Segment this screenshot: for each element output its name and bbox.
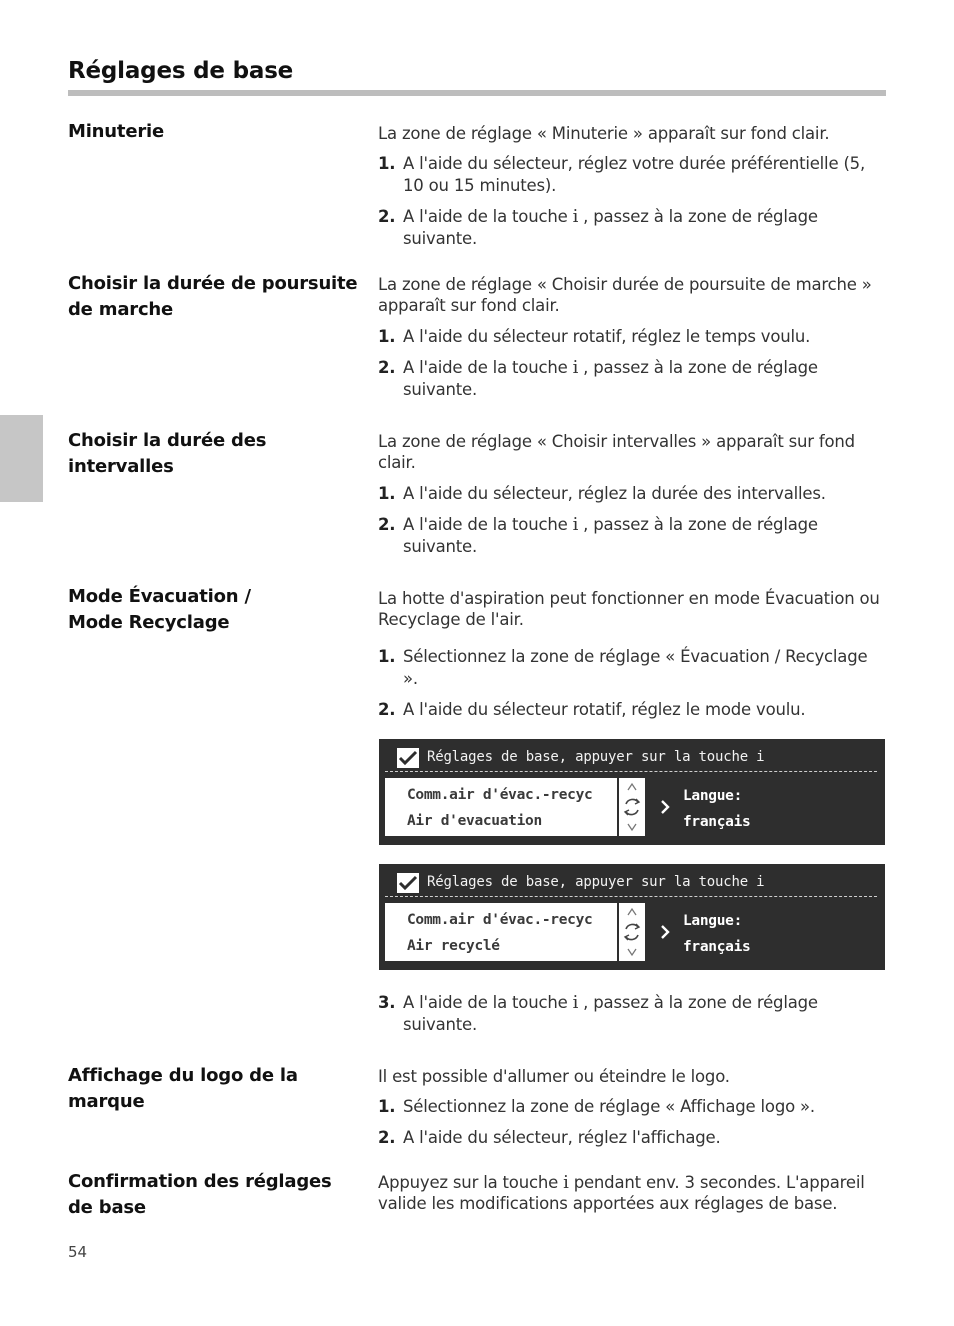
section-intro: La zone de réglage « Minuterie » apparaît sur fond clair. [378, 124, 830, 143]
display-setting-value: Air d'evacuation [407, 813, 542, 829]
display-highlight-box [385, 903, 617, 961]
display-setting-label: Comm.air d'évac.-recyc [407, 912, 593, 928]
step-item [378, 1127, 886, 1149]
section-intro: La zone de réglage « Choisir intervalles » apparaît sur fond clair. [378, 432, 855, 472]
title-rule [68, 90, 886, 96]
step-text: A l'aide du sélecteur, réglez votre durée préférentielle (5, 10 ou 15 minutes). [403, 154, 866, 195]
step-text: A l'aide du sélecteur, réglez l'affichage. [403, 1128, 721, 1147]
step-number: 1. [378, 647, 396, 666]
display-panel-recyclage [379, 864, 885, 970]
section-heading-poursuite: Choisir la durée de poursuite de marche [68, 273, 358, 320]
step-text-pre: A l'aide de la touche [403, 993, 573, 1012]
step-number: 1. [378, 1097, 396, 1116]
display-next-label: Langue: [683, 788, 743, 804]
step-number: 2. [378, 1128, 396, 1147]
section-heading-confirmation: Confirmation des réglages de base [68, 1171, 332, 1218]
step-text-post: , passez à la zone de réglage suivante. [403, 358, 818, 399]
section-intro: La hotte d'aspiration peut fonctionner en mode Évacuation ou Recyclage de l'air. [378, 589, 880, 629]
step-text: A l'aide du sélecteur rotatif, réglez le mode voulu. [403, 700, 806, 719]
intro-text-post: pendant env. 3 secondes. L'appareil valide les modifications apportées aux réglages de base. [378, 1173, 865, 1213]
display-highlight-box [385, 778, 617, 836]
step-number: 2. [378, 700, 396, 719]
step-item [378, 699, 886, 721]
display-header-text: Réglages de base, appuyer sur la touche i [427, 874, 765, 890]
step-number: 3. [378, 993, 396, 1012]
step-number: 2. [378, 207, 396, 226]
step-text: Sélectionnez la zone de réglage « Évacuation / Recyclage ». [403, 647, 868, 688]
checkmark-icon [397, 748, 419, 768]
display-setting-label: Comm.air d'évac.-recyc [407, 787, 593, 803]
step-text-pre: A l'aide de la touche [403, 515, 573, 534]
display-panel-evacuation [379, 739, 885, 845]
display-next-label: Langue: [683, 913, 743, 929]
step-item [378, 153, 886, 197]
step-number: 2. [378, 358, 396, 377]
step-text: Sélectionnez la zone de réglage « Affichage logo ». [403, 1097, 815, 1116]
page-title: Réglages de base [68, 58, 294, 84]
intro-text-pre: Appuyez sur la touche [378, 1173, 564, 1192]
display-header-text: Réglages de base, appuyer sur la touche i [427, 749, 765, 765]
step-number: 1. [378, 154, 396, 173]
info-key-icon: i [563, 1172, 569, 1193]
display-setting-value: Air recyclé [407, 938, 500, 954]
rotary-selector-icon [619, 778, 645, 836]
info-key-icon: i [572, 357, 579, 378]
display-header [385, 868, 877, 897]
section-heading-mode [68, 584, 358, 636]
step-number: 2. [378, 515, 396, 534]
section-heading-minuterie: Minuterie [68, 121, 164, 142]
chevron-right-icon [659, 924, 671, 940]
display-next-value: français [683, 814, 751, 830]
page-number: 54 [68, 1243, 88, 1261]
step-item [378, 357, 886, 401]
section-intro: La zone de réglage « Choisir durée de poursuite de marche » apparaît sur fond clair. [378, 275, 872, 315]
step-item [378, 483, 886, 505]
step-item [378, 992, 886, 1036]
section-heading-intervalles: Choisir la durée des intervalles [68, 430, 267, 477]
step-text-pre: A l'aide de la touche [403, 358, 573, 377]
step-text: A l'aide du sélecteur, réglez la durée des intervalles. [403, 484, 826, 503]
step-item [378, 646, 886, 690]
heading-line: Mode Recyclage [68, 612, 230, 633]
side-tab-marker [0, 415, 43, 502]
heading-line: Mode Évacuation / [68, 586, 251, 607]
info-key-icon: i [572, 206, 579, 227]
section-heading-logo: Affichage du logo de la marque [68, 1065, 298, 1112]
info-key-icon: i [572, 992, 579, 1013]
step-text-pre: A l'aide de la touche [403, 207, 573, 226]
step-number: 1. [378, 327, 396, 346]
chevron-right-icon [659, 799, 671, 815]
section-intro [378, 1172, 886, 1214]
step-item [378, 326, 886, 348]
rotary-selector-icon [619, 903, 645, 961]
step-text-post: , passez à la zone de réglage suivante. [403, 515, 818, 556]
step-text-post: , passez à la zone de réglage suivante. [403, 207, 818, 248]
section-intro: Il est possible d'allumer ou éteindre le logo. [378, 1067, 730, 1086]
step-item [378, 206, 886, 250]
display-header [385, 743, 877, 772]
step-item [378, 1096, 886, 1118]
step-number: 1. [378, 484, 396, 503]
step-text-post: , passez à la zone de réglage suivante. [403, 993, 818, 1034]
display-next-value: français [683, 939, 751, 955]
step-item [378, 514, 886, 558]
info-key-icon: i [572, 514, 579, 535]
checkmark-icon [397, 873, 419, 893]
step-text: A l'aide du sélecteur rotatif, réglez le temps voulu. [403, 327, 811, 346]
